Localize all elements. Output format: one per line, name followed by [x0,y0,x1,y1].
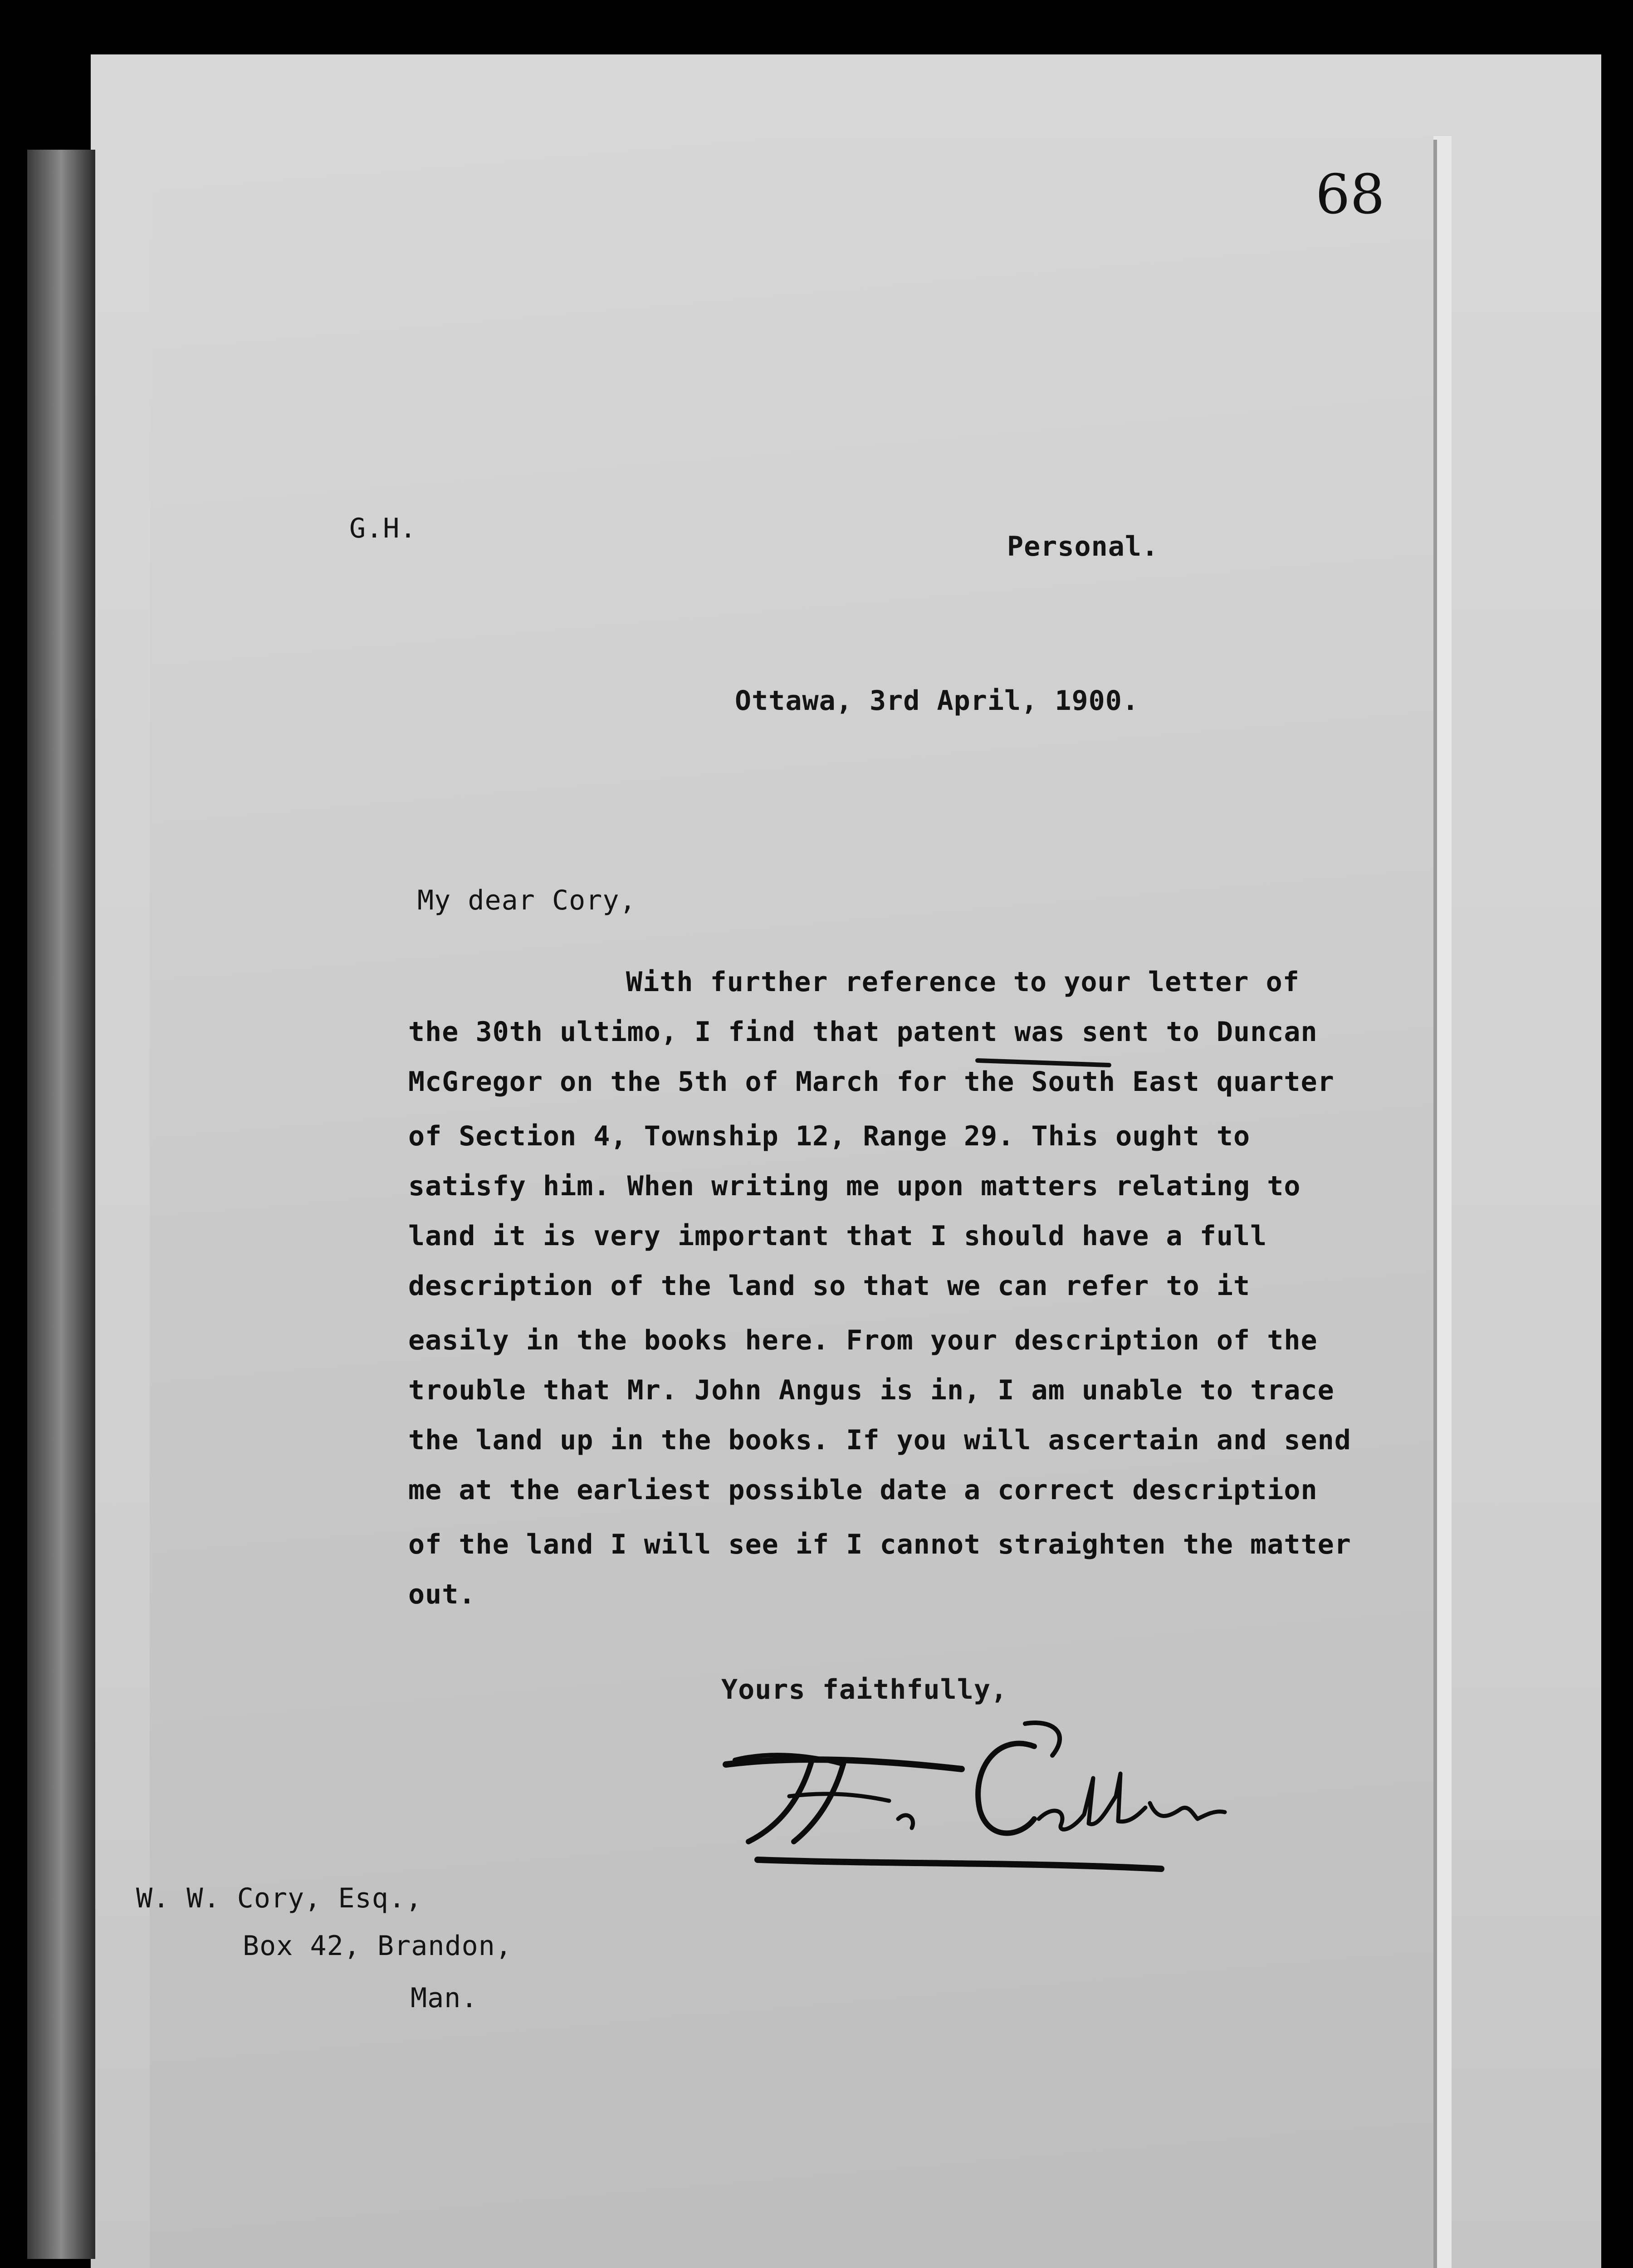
addressee-box: Box 42, Brandon, [243,1930,512,1962]
body-line: the 30th ultimo, I find that patent was sent to Duncan [408,1016,1318,1048]
page-number: 68 [1315,163,1385,226]
dateline: Ottawa, 3rd April, 1900. [735,685,1139,717]
body-line: easily in the books here. From your description of the [408,1325,1318,1356]
sheet-edge [1433,136,1452,2268]
personal-marking: Personal. [1007,531,1159,562]
body-line: out. [408,1579,476,1610]
body-line: trouble that Mr. John Angus is in, I am unable to trace [408,1374,1335,1406]
body-line: the land up in the books. If you will ascertain and send [408,1424,1351,1456]
film-edge-strip [27,150,95,2259]
salutation: My dear Cory, [417,885,636,916]
addressee-name: W. W. Cory, Esq., [136,1882,423,1914]
body-line: McGregor on the 5th of March for the South East quarter [408,1066,1335,1098]
initials: G.H. [349,513,417,544]
body-line: of the land I will see if I cannot straighten the matter [408,1529,1351,1560]
closing: Yours faithfully, [721,1674,1008,1706]
body-line: With further reference to your letter of [626,966,1300,998]
handwritten-signature [708,1706,1234,1878]
body-line: land it is very important that I should have a full [408,1220,1267,1252]
body-line: me at the earliest possible date a correct description [408,1474,1318,1506]
body-line: satisfy him. When writing me upon matters relating to [408,1170,1301,1202]
body-line: of Section 4, Township 12, Range 29. This ought to [408,1120,1251,1152]
body-line: description of the land so that we can refer to it [408,1270,1251,1302]
addressee-province: Man. [411,1982,478,2014]
